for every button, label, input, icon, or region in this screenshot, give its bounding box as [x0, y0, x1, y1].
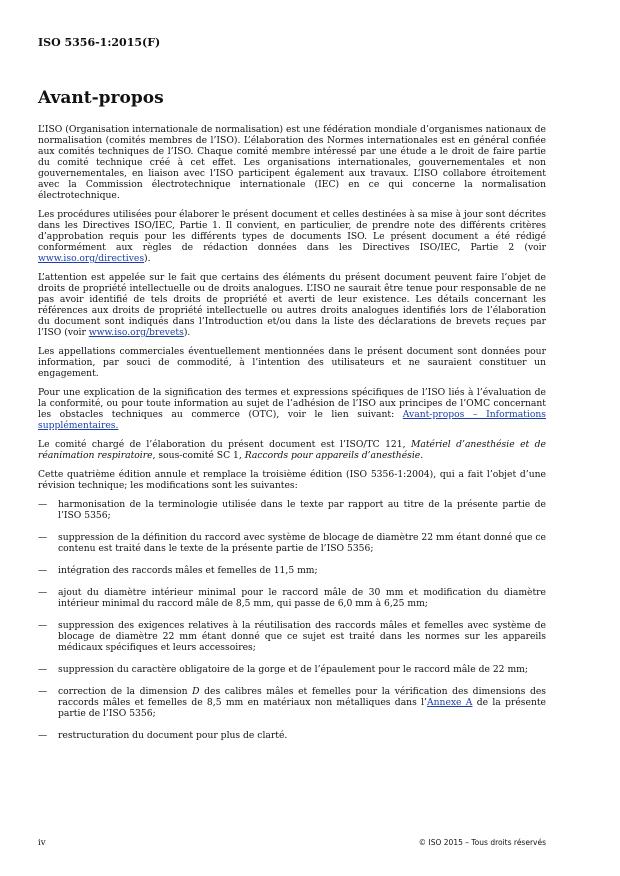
list-item: [38, 620, 546, 653]
paragraph-patents-end: ).: [183, 327, 191, 338]
dimension-d: D: [192, 686, 200, 697]
list-item-text: intégration des raccords mâles et femelles de 11,5 mm;: [58, 565, 318, 576]
list-item-text: ajout du diamètre intérieur minimal pour le raccord mâle de 30 mm et modification du diamètre intérieur minimal du raccord mâle de 8,5 mm, qui passe de 6,0 mm à 6,25 mm;: [58, 587, 546, 609]
annex-a-link[interactable]: Annexe A: [426, 697, 473, 708]
list-item-text: suppression du caractère obligatoire de la gorge et de l’épaulement pour le raccord mâle de 22 mm;: [58, 664, 528, 675]
changes-list: [38, 499, 546, 741]
list-item-text-b: des calibres mâles et femelles pour la vérification des dimensions des raccords mâles et femelles de 8,5 mm en matériaux non métalliques dans l’: [58, 686, 547, 708]
paragraph-procedures-text: Les procédures utilisées pour élaborer le présent document et celles destinées à sa mise à jour sont décrites dans les Directives ISO/IEC, Partie 1. Il convient, en particulier, de prendre note des différents critères d’approbation requis pour les différents types de documents ISO. Le présent document a été rédigé conformément aux règles de rédaction données dans les Directives ISO/IEC, Partie 2 (voir: [38, 209, 546, 253]
paragraph-conformity-text: Pour une explication de la signification des termes et expressions spécifiques de l’ISO liés à l’évaluation de la conformité, ou pour toute information au sujet de l’adhésion de l’ISO aux principes de l’OMC concernant les obstacles techniques au commerce (OTC), voir le lien suivant:: [38, 387, 546, 420]
committee-text-a: Le comité chargé de l’élaboration du présent document est l’ISO/TC 121,: [38, 439, 411, 450]
directives-link[interactable]: www.iso.org/directives: [38, 253, 145, 264]
paragraph-committee: [38, 439, 546, 461]
list-item: [38, 664, 546, 675]
document-id-header: ISO 5356-1:2015(F): [38, 36, 161, 49]
list-item: [38, 587, 546, 609]
list-item-text: harmonisation de la terminologie utilisée dans le texte par rapport au titre de la présente partie de l’ISO 5356;: [58, 499, 546, 521]
paragraph-patents-text: L’attention est appelée sur le fait que certains des éléments du présent document peuvent faire l’objet de droits de propriété intellectuelle ou de droits analogues. L’ISO ne saurait être tenue pour responsable de ne pas avoir identifié de tels droits de propriété et averti de leur existence. Les détails concernant les références aux droits de propriété intellectuelle ou autres droits analogues identifiés lors de l’élaboration du document sont indiqués dans l’Introduction et/ou dans la liste des déclarations de brevets reçues par l’ISO (voir: [38, 272, 546, 338]
dash-bullet: —: [38, 730, 48, 741]
list-item: [38, 499, 546, 521]
committee-text-c: .: [420, 450, 424, 461]
list-item-text: suppression de la définition du raccord avec système de blocage de diamètre 22 mm étant donné que ce contenu est traité dans le texte de la présente partie de l’ISO 5356;: [58, 532, 546, 554]
paragraph-procedures-end: ).: [144, 253, 151, 264]
list-item-text-c: de la présente partie de l’ISO 5356;: [58, 697, 546, 719]
paragraph-edition: Cette quatrième édition annule et remplace la troisième édition (ISO 5356-1:2004), qui a fait l’objet d’une révision technique; les modifications sont les suivantes:: [38, 469, 546, 491]
patents-link[interactable]: www.iso.org/brevets: [88, 327, 184, 338]
dash-bullet: —: [38, 532, 48, 543]
supplementary-info-link[interactable]: Avant-propos – Informations supplémentaires.: [38, 409, 546, 431]
dash-bullet: —: [38, 664, 48, 675]
committee-text-b: , sous-comité SC 1,: [152, 450, 245, 461]
committee-name: Matériel d’anesthésie et de réanimation respiratoire: [38, 439, 546, 461]
page-title: Avant-propos: [38, 88, 164, 108]
paragraph-conformity: [38, 387, 546, 431]
list-item-text-a: correction de la dimension: [58, 686, 193, 697]
list-item: [38, 565, 546, 576]
list-item: [38, 532, 546, 554]
list-item-text: suppression des exigences relatives à la réutilisation des raccords mâles et femelles avec système de blocage de diamètre 22 mm étant donné que ce sujet est traité dans les normes sur les appareils médicaux spécifiques et leurs accessoires;: [58, 620, 546, 653]
list-item-text: restructuration du document pour plus de clarté.: [58, 730, 288, 741]
dash-bullet: —: [38, 587, 48, 598]
paragraph-procedures: [38, 209, 546, 264]
subcommittee-name: Raccords pour appareils d’anesthésie: [244, 450, 421, 461]
copyright-notice: © ISO 2015 – Tous droits réservés: [418, 838, 546, 847]
dash-bullet: —: [38, 499, 48, 510]
list-item: [38, 730, 546, 741]
dash-bullet: —: [38, 565, 48, 576]
foreword-content: [38, 124, 546, 752]
paragraph-patents: [38, 272, 546, 338]
page-number: iv: [38, 838, 46, 848]
paragraph-trade-names: Les appellations commerciales éventuellement mentionnées dans le présent document sont données pour information, par souci de commodité, à l’intention des utilisateurs et ne sauraient constituer un engagement.: [38, 346, 546, 379]
paragraph-iso-intro: L’ISO (Organisation internationale de normalisation) est une fédération mondiale d’organismes nationaux de normalisation (comités membres de l’ISO). L’élaboration des Normes internationales est en général confiée aux comités techniques de l’ISO. Chaque comité membre intéressé par une étude a le droit de faire partie du comité technique créé à cet effet. Les organisations internationales, gouvernementales et non gouvernementales, en liaison avec l’ISO participent également aux travaux. L’ISO collabore étroitement avec la Commission électrotechnique internationale (IEC) en ce qui concerne la normalisation électrotechnique.: [38, 124, 546, 201]
dash-bullet: —: [38, 686, 48, 697]
dash-bullet: —: [38, 620, 48, 631]
list-item: [38, 686, 546, 719]
